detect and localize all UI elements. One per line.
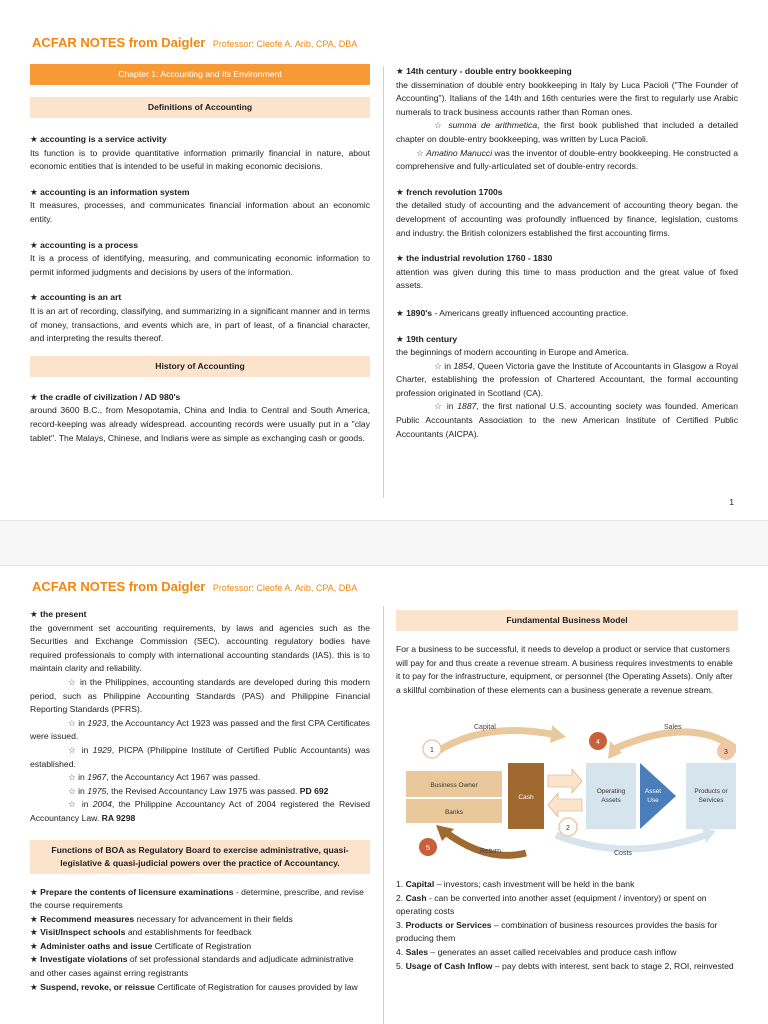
definition-text: It is an art of recording, classifying, and summarizing in a significant manner and in terms of money, transactions, and events which are, in part of least, of a financial character, and interpreting the results thereof. [30, 305, 370, 344]
history-text: the government set accounting requirements, by laws and agencies such as the Securities and Exchange Commission (SEC). accounting regulatory bodies have required professionals to comply with international accounting standards (IAS). this is to maintain clarity and reliability. [30, 622, 370, 674]
costs-label: Costs [614, 850, 632, 858]
hollow-star-icon: ☆ [416, 147, 424, 158]
history-subitem: ☆ Amatino Manucci was the inventor of double-entry bookkeeping. He constructed a comprehensive and fully-articulated set of double-entry records. [396, 147, 738, 172]
star-icon: ★ [30, 609, 38, 619]
star-icon: ★ [396, 186, 404, 197]
products-label: Services [698, 797, 724, 805]
history-subitem: ☆ in 1975, the Revised Accountancy Law 1975 was passed. PD 692 [68, 785, 329, 796]
history-heading: ★ 14th century - double entry bookkeeping [396, 66, 572, 76]
list-item: ★ Administer oaths and issue Certificate of Registration [30, 940, 252, 951]
list-item: ★ Suspend, revoke, or reissue Certificate of Registration for causes provided by law [30, 981, 358, 992]
history-subitem: ☆ in 1854, Queen Victoria gave the Institute of Accountants in Glasgow a Royal Charter, establishing the profession of Chartered Accountant, the formal accounting profession originated in Scotland (CA). [396, 360, 739, 398]
costs-arrow [556, 835, 706, 849]
star-icon: ★ [30, 954, 38, 965]
header-title: ACFAR NOTES from Daigler [32, 35, 206, 50]
fbm-bar: Fundamental Business Model [396, 610, 738, 631]
capital-label: Capital [474, 724, 496, 732]
products-services-box [686, 763, 736, 829]
cash-to-assets-arrow [548, 769, 582, 793]
products-label: Products or [694, 788, 728, 796]
star-icon: ★ [396, 333, 404, 344]
history-subitem: ☆ in 1929, PICPA (Philippine Institute of Certified Public Accountants) was established. [30, 744, 370, 769]
header-professor: Professor: Cleofe A. Arib, CPA, DBA [212, 583, 358, 593]
hollow-star-icon: ☆ [434, 120, 444, 131]
history-text: around 3600 B.C., from Mesopotamia, China and India to Central and South America, record-keeping was already widespread. accounting records were usually put in a "clay tablet". The Malays, Chinese, and Indians were as simple as exchanging cash or goods. [30, 405, 370, 443]
document-page-2 [0, 566, 768, 1024]
list-item: 2. Cash - can be converted into another asset (equipment / inventory) or spent on operating costs [396, 892, 707, 917]
page-header [32, 34, 357, 52]
star-icon: ★ [30, 391, 38, 402]
definition-heading: ★ accounting is an information system [30, 186, 190, 197]
assets-to-cash-arrow [548, 793, 582, 817]
operating-assets-label: Operating [596, 788, 626, 796]
step-number: 5 [426, 845, 430, 853]
history-subitem: ☆ in 1887, the first national U.S. accounting society was founded. American Public Accountants Association to the new American Institute of Certified Public Accountants (AICPA). [396, 401, 738, 439]
operating-assets-box [586, 763, 636, 829]
business-owner-label: Business Owner [430, 782, 478, 790]
list-item: 4. Sales – generates an asset called receivables and produce cash inflow [396, 946, 677, 957]
star-icon: ★ [396, 253, 404, 264]
step-number: 1 [430, 747, 434, 755]
hollow-star-icon: ☆ [434, 401, 444, 412]
list-item: ★ Visit/Inspect schools and establishments for feedback [30, 927, 252, 938]
definition-text: Its function is to provide quantitative information primarily financial in nature, about economic entities that is intended to be useful in making economic decisions. [30, 147, 370, 172]
boa-bar: Functions of BOA as Regulatory Board to exercise administrative, quasi-legislative & quasi-judicial powers over the practice of Accountancy. [30, 840, 370, 874]
page-separator [0, 520, 768, 566]
star-icon: ★ [30, 239, 38, 250]
definition-heading: ★ accounting is a process [30, 239, 139, 250]
star-icon: ★ [30, 927, 38, 938]
list-item: 1. Capital – investors; cash investment will be held in the bank [396, 878, 635, 889]
fbm-text: For a business to be successful, it needs to develop a product or service that customers will pay for and thus create a revenue stream. A business requires investments to enable it to pay for the infrastructure, equipment, or personnel (the Operating Assets). Only after a skillful combination of these elements can a business generate a revenue stream. [396, 644, 733, 695]
history-heading: ★ 1890's - Americans greatly influenced accounting practice. [396, 307, 629, 318]
cash-label: Cash [518, 794, 534, 802]
star-icon: ★ [30, 981, 38, 992]
definition-heading: ★ accounting is a service activity [30, 134, 167, 144]
history-subitem: ☆ summa de arithmetica, the first book published that included a detailed chapter on double-entry bookkeeping, was written by Luca Pacioli. [396, 120, 738, 144]
hollow-star-icon: ☆ [68, 785, 76, 796]
operating-assets-label: Assets [601, 797, 621, 805]
star-icon: ★ [396, 307, 404, 318]
capital-arrow [438, 731, 556, 751]
step-number: 4 [596, 739, 600, 747]
right-column [396, 65, 738, 441]
left-column [30, 64, 370, 445]
history-subitem: ☆ in 1923, the Accountancy Act 1923 was passed and the first CPA Certificates were issued. [30, 717, 370, 742]
left-column [30, 608, 370, 994]
star-icon: ★ [30, 292, 38, 303]
hollow-star-icon: ☆ [434, 360, 442, 371]
page-header [32, 578, 357, 596]
history-subitem: ☆ in 2004, the Philippine Accountancy Act of 2004 registered the Revised Accountancy Law. RA 9298 [30, 799, 370, 823]
column-divider [383, 66, 384, 498]
star-icon: ★ [30, 186, 38, 197]
history-bar: History of Accounting [30, 356, 370, 377]
sales-label: Sales [664, 724, 682, 732]
banks-label: Banks [444, 809, 464, 817]
history-text: the beginnings of modern accounting in Europe and America. [396, 347, 629, 358]
costs-arrowhead [702, 827, 716, 843]
business-model-diagram [396, 713, 736, 863]
star-icon: ★ [396, 66, 404, 76]
header-title: ACFAR NOTES from Daigler [32, 579, 206, 594]
list-item: ★ Recommend measures necessary for advancement in their fields [30, 913, 293, 924]
history-subitem: ☆ in the Philippines, accounting standards are developed during this modern period, such as Philippine Accounting Standards (PAS) and Philippine Financial Reporting Standards (PFRS). [30, 676, 370, 715]
asset-use-label: Use [647, 797, 659, 805]
history-text: the detailed study of accounting and the advancement of accounting theory began. the development of accounting was profoundly influenced by finance, legislation, customs and industry. the British colonizers established the first accounting firms. [396, 200, 738, 238]
hollow-star-icon: ☆ [68, 717, 76, 728]
step-number: 2 [566, 825, 570, 833]
history-text: attention was given during this time to mass production and the great value of fixed assets. [396, 266, 738, 291]
definition-text: It measures, processes, and communicates financial information about an economic entity. [30, 200, 370, 224]
history-text: the dissemination of double entry bookkeeping in Italy by Luca Pacioli ("The Founder of Accounting"). Italians of the 14th and 16th centuries were the first to regularly use Arabic numerals to track business accounts rather than Roman ones. [396, 79, 738, 117]
list-item: 5. Usage of Cash Inflow – pay debts with interest, sent back to stage 2, ROI, reinvested [396, 960, 734, 971]
history-heading: ★ the present [30, 609, 87, 619]
asset-use-label: Asset [644, 788, 662, 796]
history-heading: ★ french revolution 1700s [396, 186, 503, 197]
column-divider [383, 606, 384, 1024]
hollow-star-icon: ☆ [68, 799, 78, 810]
history-heading: ★ the cradle of civilization / AD 980's [30, 391, 181, 402]
history-heading: ★ 19th century [396, 333, 458, 344]
hollow-star-icon: ☆ [68, 744, 78, 755]
business-model-list [396, 878, 738, 973]
right-column [396, 610, 738, 973]
asset-use-arrow [640, 763, 676, 829]
star-icon: ★ [30, 913, 38, 924]
star-icon: ★ [30, 886, 38, 897]
list-item: ★ Prepare the contents of licensure examinations - determine, prescribe, and revise the course requirements [30, 886, 364, 911]
hollow-star-icon: ☆ [68, 676, 77, 687]
definition-text: It is a process of identifying, measuring, and communicating economic information to permit informed judgments and decisions by users of the information. [30, 253, 370, 277]
return-label: Return [480, 848, 502, 856]
boa-list [30, 886, 370, 995]
history-subitem: ☆ in 1967, the Accountancy Act 1967 was passed. [68, 772, 261, 783]
definition-heading: ★ accounting is an art [30, 292, 122, 303]
star-icon: ★ [30, 940, 38, 951]
list-item: ★ Investigate violations of set professional standards and adjudicate administrative and other cases against erring registrants [30, 954, 354, 979]
chapter-bar: Chapter 1: Accounting and Its Environment [30, 64, 370, 85]
history-heading: ★ the industrial revolution 1760 - 1830 [396, 253, 553, 264]
header-professor: Professor: Cleofe A. Arib, CPA, DBA [212, 39, 358, 49]
list-item: 3. Products or Services – combination of business resources provides the basis for producing them [396, 919, 718, 944]
step-number: 3 [724, 749, 728, 757]
page-number: 1 [729, 497, 734, 507]
definitions-bar: Definitions of Accounting [30, 97, 370, 118]
capital-arrowhead [550, 725, 566, 743]
star-icon: ★ [30, 134, 38, 144]
hollow-star-icon: ☆ [68, 772, 76, 783]
